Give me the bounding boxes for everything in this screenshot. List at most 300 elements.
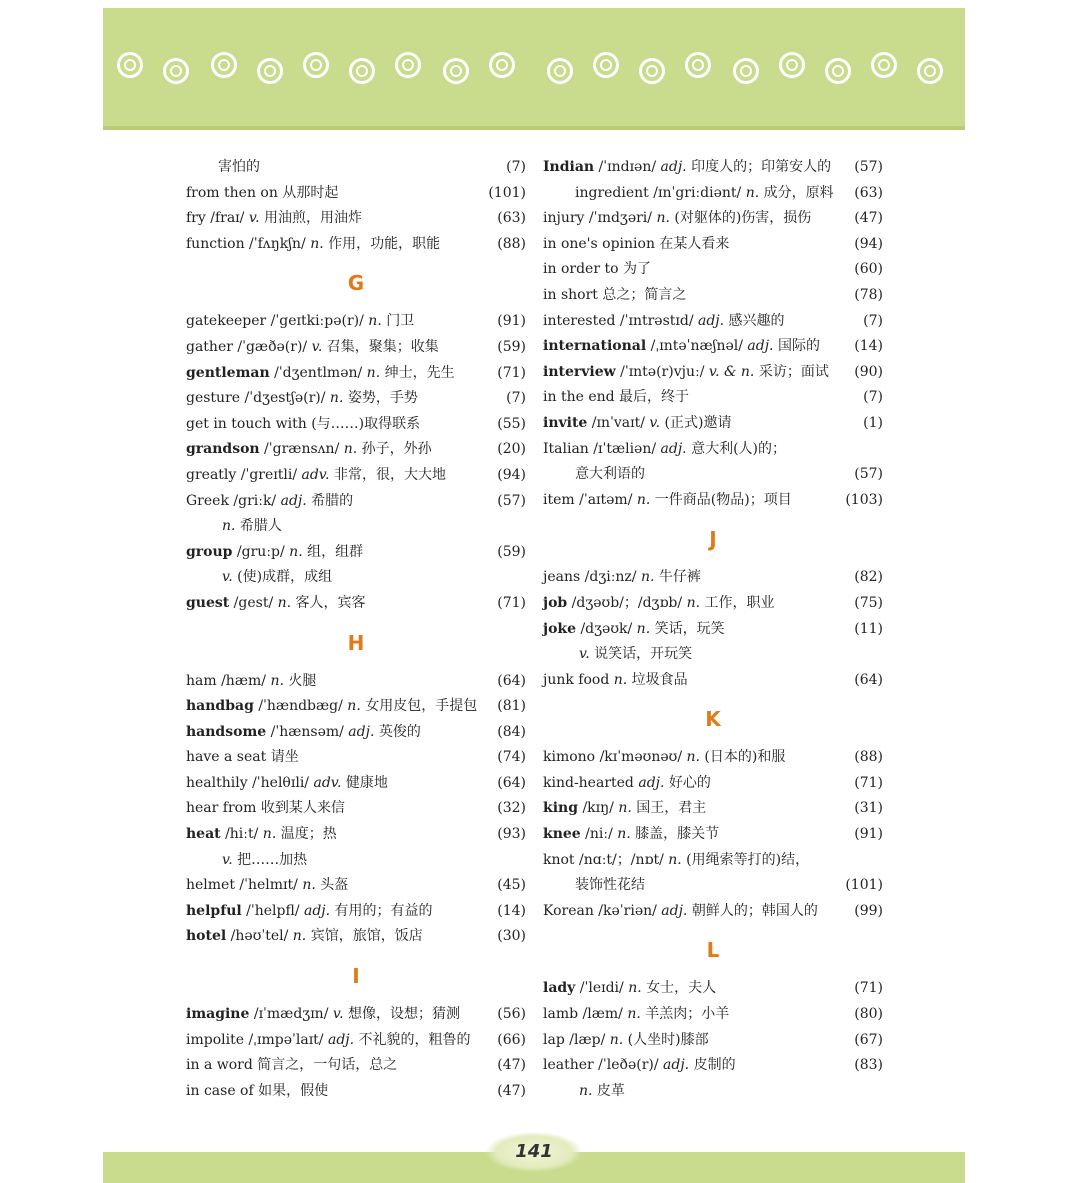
ring-decoration [103,8,965,126]
entry-text [543,796,706,822]
entry-text [579,642,692,668]
entry-meaning: (使)成群，成组 [232,569,333,586]
entry-meaning: 膝盖，膝关节 [630,826,720,843]
glossary-entry [186,720,526,746]
entry-part-of-speech: v. [332,1006,344,1023]
entry-part-of-speech: v. [311,338,323,355]
entry-text [543,283,686,309]
entry-pronunciation: /ɪˈmædʒɪn/ [249,1006,333,1023]
entry-part-of-speech: n. [617,826,631,843]
entry-meaning: 头盔 [315,877,349,894]
entry-page-ref: (88) [854,749,883,766]
entry-meaning: 笑话，玩笑 [650,620,725,637]
entry-part-of-speech: adj. [280,492,307,509]
entry-meaning: 意大利(人)的； [686,440,787,457]
ring-ornament [639,58,665,84]
glossary-entry [543,206,883,232]
entry-page-ref: (59) [497,338,526,355]
ring-ornament [211,52,237,78]
entry-meaning: 说笑话，开玩笑 [589,646,693,663]
entry-headword: lamb [543,1006,579,1023]
entry-page-ref: (91) [854,826,883,843]
entry-part-of-speech: n. [368,313,382,330]
entry-meaning: 请坐 [266,749,299,766]
entry-part-of-speech: n. [262,826,277,843]
ring-ornament [257,58,283,84]
entry-headword: in short [543,286,598,303]
entry-page-ref: (63) [854,184,883,201]
ring-ornament [733,58,759,84]
entry-page-ref: (60) [854,261,883,278]
entry-headword: handsome [186,723,267,740]
entry-headword: Italian [543,440,589,457]
entry-text [543,976,716,1002]
entry-page-ref: (71) [497,364,526,381]
entry-page-ref: (57) [497,492,526,509]
entry-headword: have a seat [186,749,267,766]
glossary-entry [543,873,883,899]
entry-part-of-speech: n. [222,518,236,535]
entry-text [543,848,809,874]
entry-meaning: 采访；面试 [754,363,829,380]
entry-headword: gesture [186,390,241,407]
entry-headword: lady [543,980,576,997]
entry-page-ref: (78) [854,286,883,303]
entry-page-ref: (67) [854,1031,883,1048]
entry-page-ref: (63) [497,210,526,227]
glossary-entry [543,360,883,386]
entry-page-ref: (71) [854,980,883,997]
entry-part-of-speech: v. [222,569,233,586]
entry-pronunciation: /ˈleɪdi/ [575,980,629,997]
glossary-entry [543,1002,883,1028]
entry-headword: gather [186,338,233,355]
entry-meaning: 工作，职业 [700,594,775,611]
entry-page-ref: (99) [854,902,883,919]
glossary-entry [543,1053,883,1079]
entry-part-of-speech: n. [343,441,358,458]
entry-meaning: 女士，夫人 [641,980,717,997]
entry-text [186,1053,397,1079]
entry-headword: from then on [186,184,278,201]
glossary-entry [186,489,526,515]
glossary-left-column [186,155,526,1104]
entry-text [186,899,433,925]
entry-text [186,745,299,771]
glossary-entry [543,1079,883,1105]
entry-page-ref: (64) [497,672,526,689]
entry-part-of-speech: n. [686,749,700,766]
entry-page-ref: (11) [854,620,883,637]
entry-part-of-speech: n. [636,620,651,637]
entry-text [186,540,363,566]
glossary-entry [186,1002,526,1028]
glossary-entry [186,437,526,463]
entry-meaning: (日本的)和服 [699,749,786,766]
entry-meaning: 好心的 [664,774,711,791]
header-banner [103,8,965,130]
glossary-entry [543,411,883,437]
entry-meaning: 客人，宾客 [291,594,366,611]
entry-meaning: 牛仔裤 [654,569,701,586]
entry-part-of-speech: n. [627,1006,641,1023]
entry-headword: in a word [186,1057,253,1074]
entry-page-ref: (88) [497,235,526,252]
entry-part-of-speech: adv. [301,466,330,483]
entry-text [186,1028,471,1054]
entry-headword: handbag [186,698,254,715]
entry-pronunciation: /læp/ [564,1031,610,1048]
glossary-entry [543,462,883,488]
entry-pronunciation: /nɑːt/；/nɒt/ [574,851,669,868]
entry-headword: interview [543,363,616,380]
entry-text [218,155,260,181]
entry-pronunciation: /ˈfʌŋkʃn/ [244,235,311,252]
glossary-entry [186,591,526,617]
entry-part-of-speech: n. [628,980,642,997]
entry-meaning: (用绳索等打的)结， [681,851,810,868]
entry-pronunciation: /ˈɪntrəstɪd/ [615,312,698,329]
entry-headword: lap [543,1031,565,1048]
glossary-entry [186,694,526,720]
entry-page-ref: (14) [497,902,526,919]
glossary-entry [543,232,883,258]
entry-text [186,206,362,232]
glossary-entry [186,1053,526,1079]
ring-ornament [593,52,619,78]
entry-page-ref: (47) [497,1057,526,1074]
entry-page-ref: (20) [497,441,526,458]
glossary-entry [543,155,883,181]
glossary-entry [543,283,883,309]
entry-page-ref: (7) [863,312,883,329]
entry-pronunciation: /fraɪ/ [205,210,249,227]
entry-page-ref: (74) [497,749,526,766]
entry-text [543,591,774,617]
entry-part-of-speech: n. [302,877,316,894]
entry-headword: knot [543,851,575,868]
entry-part-of-speech: adj. [663,1057,690,1074]
entry-meaning: 为了 [618,261,651,278]
ring-ornament [779,52,805,78]
entry-meaning: (正式)邀请 [660,414,732,431]
entry-part-of-speech: adj. [303,902,331,919]
entry-page-ref: (47) [854,210,883,227]
entry-meaning: (人坐时)膝部 [623,1031,709,1048]
entry-text [222,514,282,540]
entry-part-of-speech: v. [222,851,233,868]
entry-pronunciation: /ˈɪntə(r)vjuː/ [615,363,709,380]
entry-text [543,745,785,771]
entry-part-of-speech: n. [270,672,284,689]
entry-part-of-speech: adj. [660,159,687,175]
entry-page-ref: (32) [497,800,526,817]
entry-text [543,437,786,463]
entry-meaning: 门卫 [381,313,415,330]
entry-meaning: 印度人的；印第安人的 [686,159,832,175]
entry-meaning: 温度；热 [276,826,337,843]
entry-part-of-speech: adj. [747,338,774,355]
entry-meaning: 想像，设想；猜测 [343,1006,461,1023]
entry-headword: helmet [186,877,235,894]
entry-meaning: 把……加热 [232,851,308,868]
entry-meaning: 如果，假使 [253,1082,329,1099]
entry-headword: junk food [543,671,610,688]
entry-pronunciation: /ˈhelθɪli/ [247,774,314,791]
entry-headword: item [543,491,575,508]
section-letter: J [709,527,717,552]
entry-page-ref: (64) [497,774,526,791]
entry-meaning: 国王，君主 [631,800,707,817]
entry-page-ref: (91) [497,313,526,330]
entry-headword: in the end [543,389,615,406]
entry-part-of-speech: n. [579,1082,593,1099]
entry-meaning: 羊羔肉；小羊 [640,1006,730,1023]
entry-text [579,1079,625,1105]
entry-part-of-speech: n. [745,184,760,201]
page-number-badge [486,1132,582,1172]
glossary-entry [543,642,883,668]
entry-headword: fry [186,210,206,227]
section-letter: I [352,964,360,989]
glossary-entry [186,924,526,950]
glossary-entry [543,385,883,411]
entry-meaning: 国际的 [773,338,820,355]
entry-meaning: 从那时起 [277,184,339,201]
entry-part-of-speech: n. [292,928,307,945]
entry-meaning: 总之；简言之 [597,286,687,303]
entry-text [543,334,820,360]
entry-pronunciation: /ɪˈtæliən/ [588,440,661,457]
glossary-entry [543,437,883,463]
glossary-entry [186,796,526,822]
entry-pronunciation: /hæm/ [216,672,271,689]
glossary-entry [543,591,883,617]
ring-ornament [871,52,897,78]
entry-page-ref: (93) [497,826,526,843]
entry-pronunciation: /ɪnˈgriːdiənt/ [648,184,746,201]
entry-meaning: 成分，原料 [759,184,834,201]
glossary-entry [186,361,526,387]
glossary-entry [186,1079,526,1105]
entry-headword: international [543,338,647,355]
glossary-entry [543,796,883,822]
entry-meaning: 英俊的 [374,723,421,740]
entry-meaning: 感兴趣的 [724,312,785,329]
entry-text [186,924,423,950]
entry-page-ref: (83) [854,1057,883,1074]
entry-part-of-speech: v. & n. [708,363,755,380]
glossary-entry [186,565,526,591]
entry-headword: guest [186,594,230,611]
entry-page-ref: (31) [854,800,883,817]
entry-page-ref: (14) [854,338,883,355]
entry-text [186,771,388,797]
entry-text [543,360,829,386]
glossary-entry [186,745,526,771]
entry-part-of-speech: v. [248,210,260,227]
entry-pronunciation: /ˈaɪtəm/ [574,491,637,508]
glossary-entry [543,899,883,925]
entry-headword: get in touch with [186,415,307,432]
entry-page-ref: (47) [497,1082,526,1099]
ring-ornament [117,52,143,78]
entry-pronunciation: /dʒəʊk/ [576,620,637,637]
glossary-entry [543,565,883,591]
entry-meaning: 召集，聚集；收集 [322,338,439,355]
glossary-entry [543,668,883,694]
entry-page-ref: (64) [854,671,883,688]
ring-ornament [395,52,421,78]
entry-meaning: 用油煎，用油炸 [259,210,362,227]
glossary-entry [186,514,526,540]
entry-text [575,873,645,899]
entry-pronunciation: /ˈhelpfl/ [241,902,304,919]
entry-page-ref: (84) [497,723,526,740]
glossary-entry [186,232,526,258]
entry-pronunciation: /ɪnˈvaɪt/ [587,414,650,431]
entry-pronunciation: /ˌɪmpəˈlaɪt/ [244,1031,328,1048]
entry-headword: heat [186,826,221,843]
entry-part-of-speech: n. [609,1031,624,1048]
glossary-entry [543,257,883,283]
entry-page-ref: (71) [854,774,883,791]
glossary-entry [543,771,883,797]
entry-page-ref: (7) [863,389,883,406]
entry-meaning: 垃圾食品 [627,671,688,688]
glossary-entry [186,771,526,797]
entry-page-ref: (55) [497,415,526,432]
entry-headword: imagine [186,1006,250,1023]
glossary-entry [186,540,526,566]
entry-pronunciation: /ˈhændbæg/ [253,698,348,715]
entry-part-of-speech: adj. [633,774,665,791]
entry-part-of-speech: n. [277,594,292,611]
entry-meaning: 希腊的 [306,492,354,509]
entry-page-ref: (45) [497,877,526,894]
entry-meaning: 组，组群 [302,543,364,560]
entry-text [186,181,338,207]
ring-ornament [489,52,515,78]
entry-text [575,181,834,207]
entry-pronunciation: /həʊˈtel/ [226,928,293,945]
entry-meaning: 绅士，先生 [380,364,455,381]
section-letter: G [347,271,365,296]
entry-text [543,617,725,643]
entry-part-of-speech: n. [656,210,670,227]
entry-headword: kind-hearted [543,774,634,791]
entry-text [186,463,446,489]
glossary-entry [186,822,526,848]
entry-pronunciation: /ˈhænsəm/ [266,723,349,740]
entry-meaning: 朝鲜人的；韩国人的 [687,902,818,919]
entry-page-ref: (57) [854,159,883,175]
entry-meaning: 最后，终于 [614,389,690,406]
entry-text [186,412,420,438]
entry-meaning: 收到某人来信 [256,800,345,817]
entry-meaning: 意大利语的 [575,466,645,483]
entry-text [186,489,353,515]
entry-page-ref: (30) [497,928,526,945]
entry-page-ref: (57) [854,466,883,483]
ring-ornament [303,52,329,78]
entry-meaning: 在某人看来 [654,235,730,252]
entry-headword: gatekeeper [186,313,267,330]
section-letter: L [706,938,720,963]
glossary-entry [186,181,526,207]
entry-part-of-speech: n. [668,851,682,868]
entry-part-of-speech: adj. [660,440,687,457]
entry-pronunciation: /gruːp/ [232,543,290,560]
entry-part-of-speech: n. [640,569,655,586]
entry-text [543,257,651,283]
entry-text [186,386,418,412]
entry-pronunciation: /hiːt/ [220,826,263,843]
entry-pronunciation: /læm/ [578,1006,628,1023]
entry-part-of-speech: adj. [661,902,688,919]
entry-part-of-speech: v. [649,414,661,431]
entry-pronunciation: /ˈleðə(r)/ [593,1057,664,1074]
entry-page-ref: (1) [863,414,883,431]
entry-headword: function [186,235,245,252]
glossary-entry [543,848,883,874]
ring-ornament [349,58,375,84]
entry-headword: hear from [186,800,257,817]
entry-part-of-speech: n. [289,543,303,560]
entry-meaning: 孙子，外孙 [357,441,432,458]
entry-text [222,565,332,591]
entry-headword: joke [543,620,577,637]
entry-part-of-speech: n. [329,390,344,407]
entry-headword: hotel [186,928,227,945]
entry-part-of-speech: n. [686,594,701,611]
entry-part-of-speech: n. [636,491,651,508]
entry-pronunciation: /ˈgeɪtkiːpə(r)/ [266,313,369,330]
glossary-entry [186,386,526,412]
entry-page-ref: (94) [497,466,526,483]
entry-text [543,155,831,181]
entry-headword: healthily [186,774,248,791]
entry-text [543,565,701,591]
entry-meaning: 一件商品(物品)；项目 [650,491,792,508]
entry-page-ref: (101) [488,184,526,201]
ring-ornament [163,58,189,84]
glossary-entry [543,745,883,771]
glossary-entry [543,976,883,1002]
entry-meaning: 有用的；有益的 [330,902,433,919]
section-letter: K [705,707,721,732]
entry-text [186,796,345,822]
entry-meaning: (对躯体的)伤害，损伤 [669,210,812,227]
entry-headword: kimono [543,749,596,766]
entry-pronunciation: /griːk/ [228,492,281,509]
entry-pronunciation: /ˈdʒestʃə(r)/ [240,390,330,407]
entry-page-ref: (101) [845,877,883,894]
entry-headword: in case of [186,1082,254,1099]
glossary-right-column [543,155,883,1104]
entry-text [186,361,455,387]
entry-headword: greatly [186,466,237,483]
ring-ornament [685,52,711,78]
entry-meaning: 不礼貌的，粗鲁的 [354,1031,471,1048]
entry-pronunciation: /ˈgæðə(r)/ [232,338,312,355]
entry-meaning: 姿势，手势 [343,390,418,407]
ring-ornament [917,58,943,84]
entry-page-ref: (59) [497,543,526,560]
entry-pronunciation: /kɪˈməʊnəʊ/ [595,749,687,766]
entry-text [186,335,439,361]
entry-part-of-speech: n. [609,671,628,688]
